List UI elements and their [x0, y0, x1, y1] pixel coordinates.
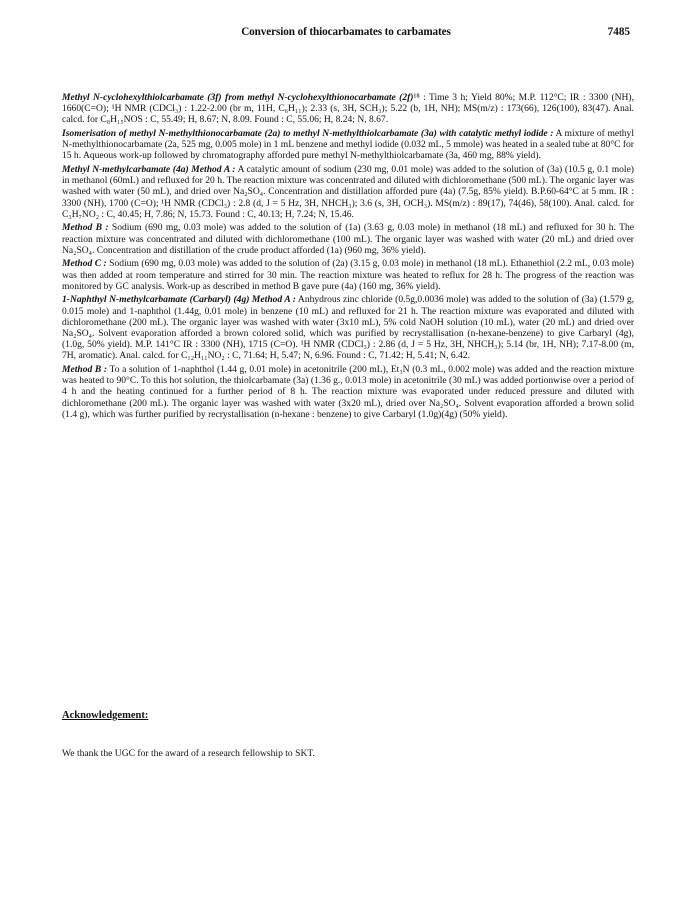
paragraph-text: To a solution of 1-naphthol (1.44 g, 0.01 mole) in acetonitrile (200 mL), Et₃N (0.3 mL, 0.002 mole) was added and the reaction mixture was heated to 90°C. To this hot solution, the thiolcarbamate (3a) (1.36 g., 0.013 mole) in acetonitrile (30 mL) was added portionwise over a period of 4 h and the heating continued for a further period of 8 h. The reaction mixture was evaporated under reduced pressure and diluted with dichloromethane (200 mL). The organic layer was washed with water (3x20 mL), dried over Na₂SO₄. Solvent evaporation afforded a brown solid (1.4 g), which was further purified by recrystallisation (n-hexane : benzene) to give Carbaryl (1.0g)(4g) (50% yield). — [62, 364, 634, 420]
paragraph-4a-method-a — [62, 164, 634, 220]
paragraph-4g-method-b — [62, 364, 634, 420]
paragraph-lead: Methyl N-methylcarbamate (4a) Method A : — [62, 164, 236, 175]
paragraph-lead: Method C : — [62, 258, 107, 270]
paragraph-text: A catalytic amount of sodium (230 mg, 0.01 mole) was added to the solution of (3a) (10.5 g, 0.1 mole) in methanol (60mL) and refluxed for 20 h. The reaction mixture was concentrated and diluted with dichloromethane (500 mL). The organic layer was washed with water (50 mL), and dried over Na₂SO₄. Concentration and distillation afforded pure (4a) (7.5g, 85% yield). B.P.60-64°C at 5 mm. IR : 3300 (NH), 1700 (C=O); ¹H NMR (CDCl₃) : 2.8 (d, J = 5 Hz, 3H, NHCH₃); 3.6 (s, 3H, OCH₃). MS(m/z) : 89(17), 74(46), 58(100). Anal. calcd. for C₃H₇NO₂ : C, 40.45; H, 7.86; N, 15.73. Found : C, 40.13; H, 7.24; N, 15.46. — [62, 164, 634, 220]
paragraph-isomerisation — [62, 128, 634, 162]
paragraph-lead: Methyl N-cyclohexylthiolcarbamate (3f) from methyl N-cyclohexylthionocarbamate (2f) — [62, 92, 414, 103]
paragraph-text: Sodium (690 mg, 0.03 mole) was added to the solution of (1a) (3.63 g, 0.03 mole) in methanol (18 mL) and refluxed for 30 h. The reaction mixture was concentrated and diluted with dichloromethane (100 mL). The organic layer was washed with water (20 mL) and dried over Na₂SO₄. Concentration and distillation of the crude product afforded (1a) (960 mg, 36% yield). — [62, 222, 634, 256]
acknowledgement-heading: Acknowledgement: — [62, 710, 149, 721]
paragraph-text: Anhydrous zinc chloride (0.5g,0.0036 mole) was added to the solution of (3a) (1.579 g, 0.015 mole) and 1-naphthol (1.44g, 0.01 mole) in benzene (10 mL) and refluxed for 21 h. The reaction mixture was evaporated and diluted with dichloromethane (200 mL). The organic layer was washed with water (3x10 mL), 5% cold NaOH solution (10 mL), water (20 mL) and dried over Na₂SO₄. Solvent evaporation afforded a brown colored solid, which was purified by recrystallisation (n-hexane-benzene) to give Carbaryl (4g), (1.0g, 50% yield). M.P. 141°C IR : 3300 (NH), 1715 (C=O). ¹H NMR (CDCl₃) : 2.86 (d, J = 5 Hz, 3H, NHCH₃); 5.14 (br, 1H, NH); 7.17-8.00 (m, 7H, aromatic). Anal. calcd. for C₁₂H₁₁NO₂ : C, 71.64; H, 5.47; N, 6.96. Found : C, 71.42; H, 5.41; N, 6.42. — [62, 294, 634, 362]
paragraph-text: Sodium (690 mg, 0.03 mole) was added to the solution of (2a) (3.15 g, 0.03 mole) in methanol (18 mL). Ethanethiol (2.2 mL, 0.03 mole) was then added at room temperature and stirred for 30 min. The reaction mixture was heated to reflux for 28 h. The progress of the reaction was monitored by GC analysis. Work-up as described in method B gave pure (4a) (160 mg, 36% yield). — [62, 258, 634, 292]
paragraph-lead: 1-Naphthyl N-methylcarbamate (Carbaryl) (4g) Method A : — [62, 294, 296, 306]
paragraph-text: A mixture of methyl N-methylthionocarbamate (2a, 525 mg, 0.005 mole) in 1 mL benzene and methyl iodide (0.032 mL, 5 mmole) was heated in a sealed tube at 80°C for 15 h. Aqueous work-up followed by chromatography afforded pure methyl N-methylthiolcarbamate (3a, 460 mg, 88% yield). — [62, 128, 634, 162]
paragraph-lead: Method B : — [62, 222, 109, 234]
paragraph-4a-method-c — [62, 258, 634, 292]
paragraph-3f — [62, 92, 634, 126]
running-header — [62, 26, 630, 42]
paragraph-lead: Isomerisation of methyl N-methylthionocarbamate (2a) to methyl N-methylthiolcarbamate (3a) with catalytic methyl iodide : — [62, 128, 554, 139]
paragraph-4a-method-b — [62, 222, 634, 256]
experimental-section — [62, 92, 634, 422]
paragraph-text: ¹⁸ : Time 3 h; Yield 80%; M.P. 112°C; IR : 3300 (NH), 1660(C=O); ¹H NMR (CDCl₃) : 1.22-2.00 (br m, 11H, C₆H₁₁); 2.33 (s, 3H, SCH₃); 5.22 (b, 1H, NH); MS(m/z) : 173(66), 126(100), 83(47). Anal. calcd. for C₈H₁₅NOS : C, 55.49; H, 8.67; N, 8.09. Found : C, 55.06; H, 8.24; N, 8.67. — [62, 92, 634, 126]
page-number: 7485 — [607, 26, 630, 38]
acknowledgement-text: We thank the UGC for the award of a research fellowship to SKT. — [62, 748, 315, 759]
paragraph-4g-method-a — [62, 294, 634, 361]
paragraph-lead: Method B : — [62, 364, 108, 376]
running-title: Conversion of thiocarbamates to carbamates — [241, 26, 451, 38]
